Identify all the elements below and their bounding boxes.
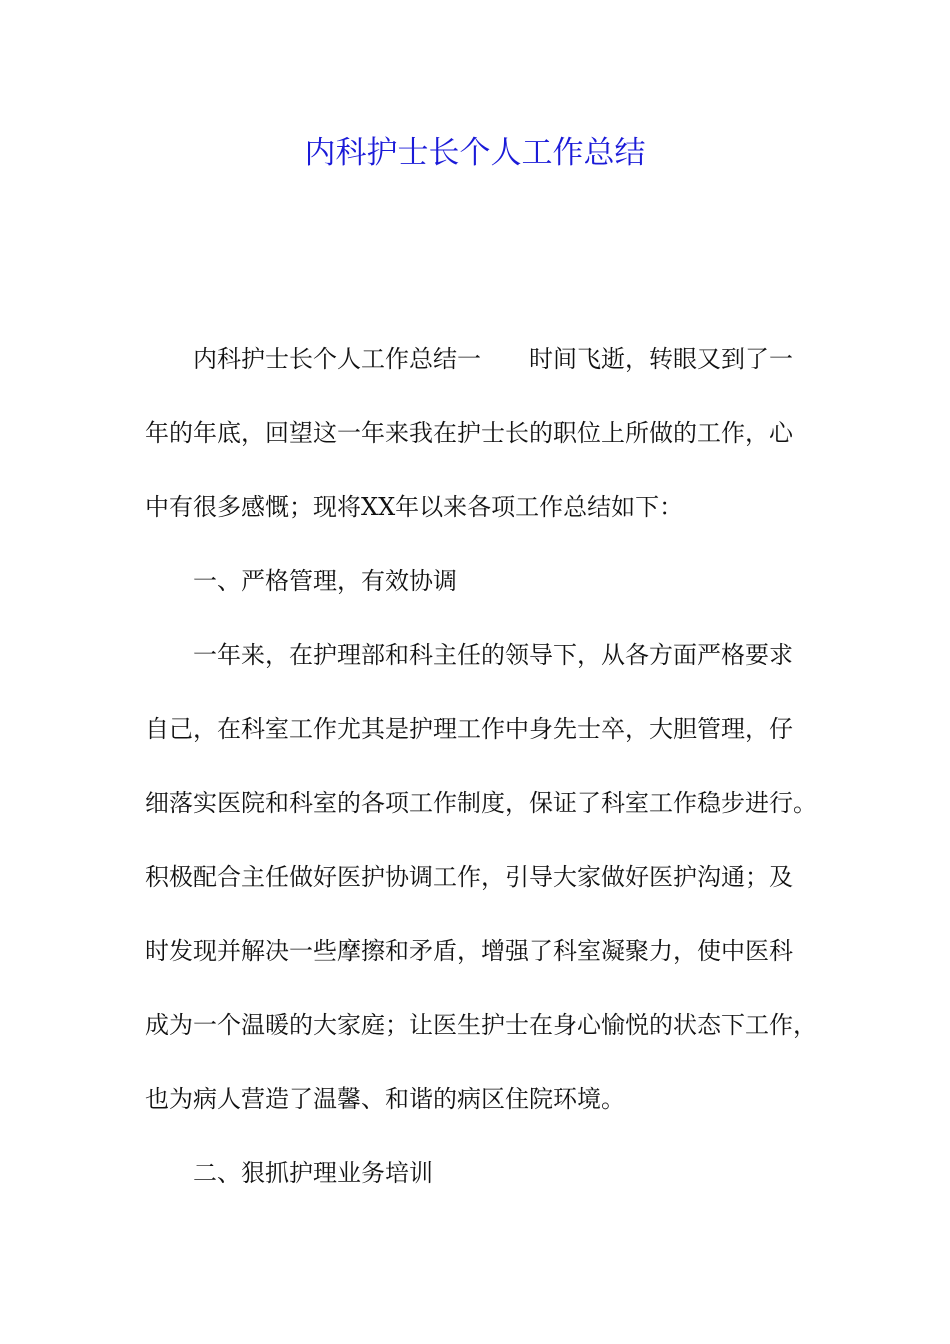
section-heading-text: 二、狠抓护理业务培训 bbox=[193, 1159, 433, 1187]
paragraph-line: 中有很多感慨；现将XX年以来各项工作总结如下： bbox=[145, 493, 684, 521]
paragraph-line: 一年来，在护理部和科主任的领导下，从各方面严格要求 bbox=[193, 641, 793, 669]
paragraph-line: 也为病人营造了温馨、和谐的病区住院环境。 bbox=[145, 1085, 625, 1113]
section-heading-text: 一、严格管理，有效协调 bbox=[193, 567, 457, 595]
section-heading-1 bbox=[145, 544, 810, 618]
paragraph-line: 细落实医院和科室的各项工作制度，保证了科室工作稳步进行。 bbox=[145, 789, 817, 817]
document-title: 内科护士长个人工作总结 bbox=[304, 135, 646, 171]
paragraph-line: 年的年底，回望这一年来我在护士长的职位上所做的工作，心 bbox=[145, 419, 793, 447]
paragraph-line bbox=[145, 322, 810, 396]
paragraph-line: 自己，在科室工作尤其是护理工作中身先士卒，大胆管理，仔 bbox=[145, 715, 793, 743]
paragraph-line: 时发现并解决一些摩擦和矛盾，增强了科室凝聚力，使中医科 bbox=[145, 937, 793, 965]
paragraph-lead: 内科护士长个人工作总结一 bbox=[193, 345, 481, 373]
paragraph-text: 时间飞逝，转眼又到了一 bbox=[529, 345, 793, 373]
document-body bbox=[145, 322, 817, 1210]
paragraph-intro bbox=[145, 322, 810, 544]
paragraph-line: 积极配合主任做好医护协调工作，引导大家做好医护沟通；及 bbox=[145, 863, 793, 891]
paragraph-management bbox=[145, 618, 817, 1136]
section-heading-2 bbox=[145, 1136, 810, 1210]
paragraph-line: 成为一个温暖的大家庭；让医生护士在身心愉悦的状态下工作， bbox=[145, 1011, 817, 1039]
